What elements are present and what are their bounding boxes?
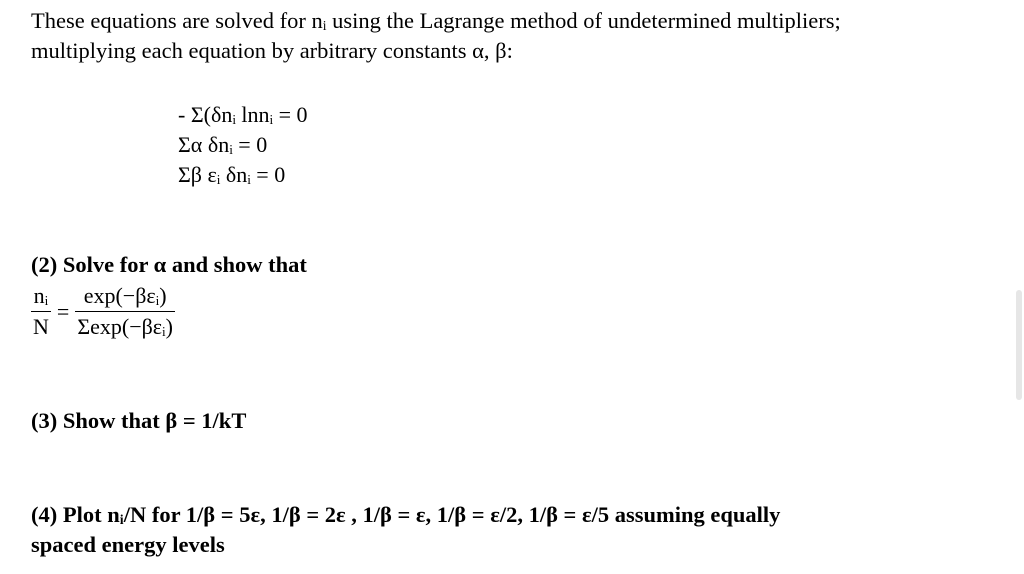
rhs-denominator: Σexp(−βεᵢ)	[75, 311, 175, 340]
equation-3: Σβ εᵢ δnᵢ = 0	[178, 162, 286, 187]
part-4-text	[31, 500, 780, 560]
part-4-line-2: spaced energy levels	[31, 532, 225, 557]
part-4-line-1: (4) Plot nᵢ/N for 1/β = 5ε, 1/β = 2ε , 1/β = ε, 1/β = ε/2, 1/β = ε/5 assuming equally	[31, 502, 781, 527]
part-2-heading: (2) Solve for α and show that	[31, 252, 307, 277]
constraint-equations	[178, 100, 308, 190]
intro-line-2: multiplying each equation by arbitrary constants α, β:	[31, 38, 513, 63]
lhs-fraction	[31, 283, 51, 340]
lhs-denominator: N	[31, 311, 51, 340]
part-3-text: (3) Show that β = 1/kT	[31, 408, 247, 433]
equals-sign: =	[56, 298, 70, 324]
lhs-numerator: nᵢ	[33, 283, 49, 308]
boltzmann-fraction-equation	[31, 283, 175, 340]
intro-line-1: These equations are solved for nᵢ using the Lagrange method of undetermined multipliers;	[31, 8, 841, 33]
rhs-fraction	[75, 283, 175, 340]
scrollbar[interactable]	[1016, 290, 1022, 400]
equation-2: Σα δnᵢ = 0	[178, 132, 268, 157]
intro-paragraph	[31, 6, 841, 66]
equation-1: - Σ(δnᵢ lnnᵢ = 0	[178, 102, 308, 127]
rhs-numerator: exp(−βεᵢ)	[83, 283, 167, 308]
